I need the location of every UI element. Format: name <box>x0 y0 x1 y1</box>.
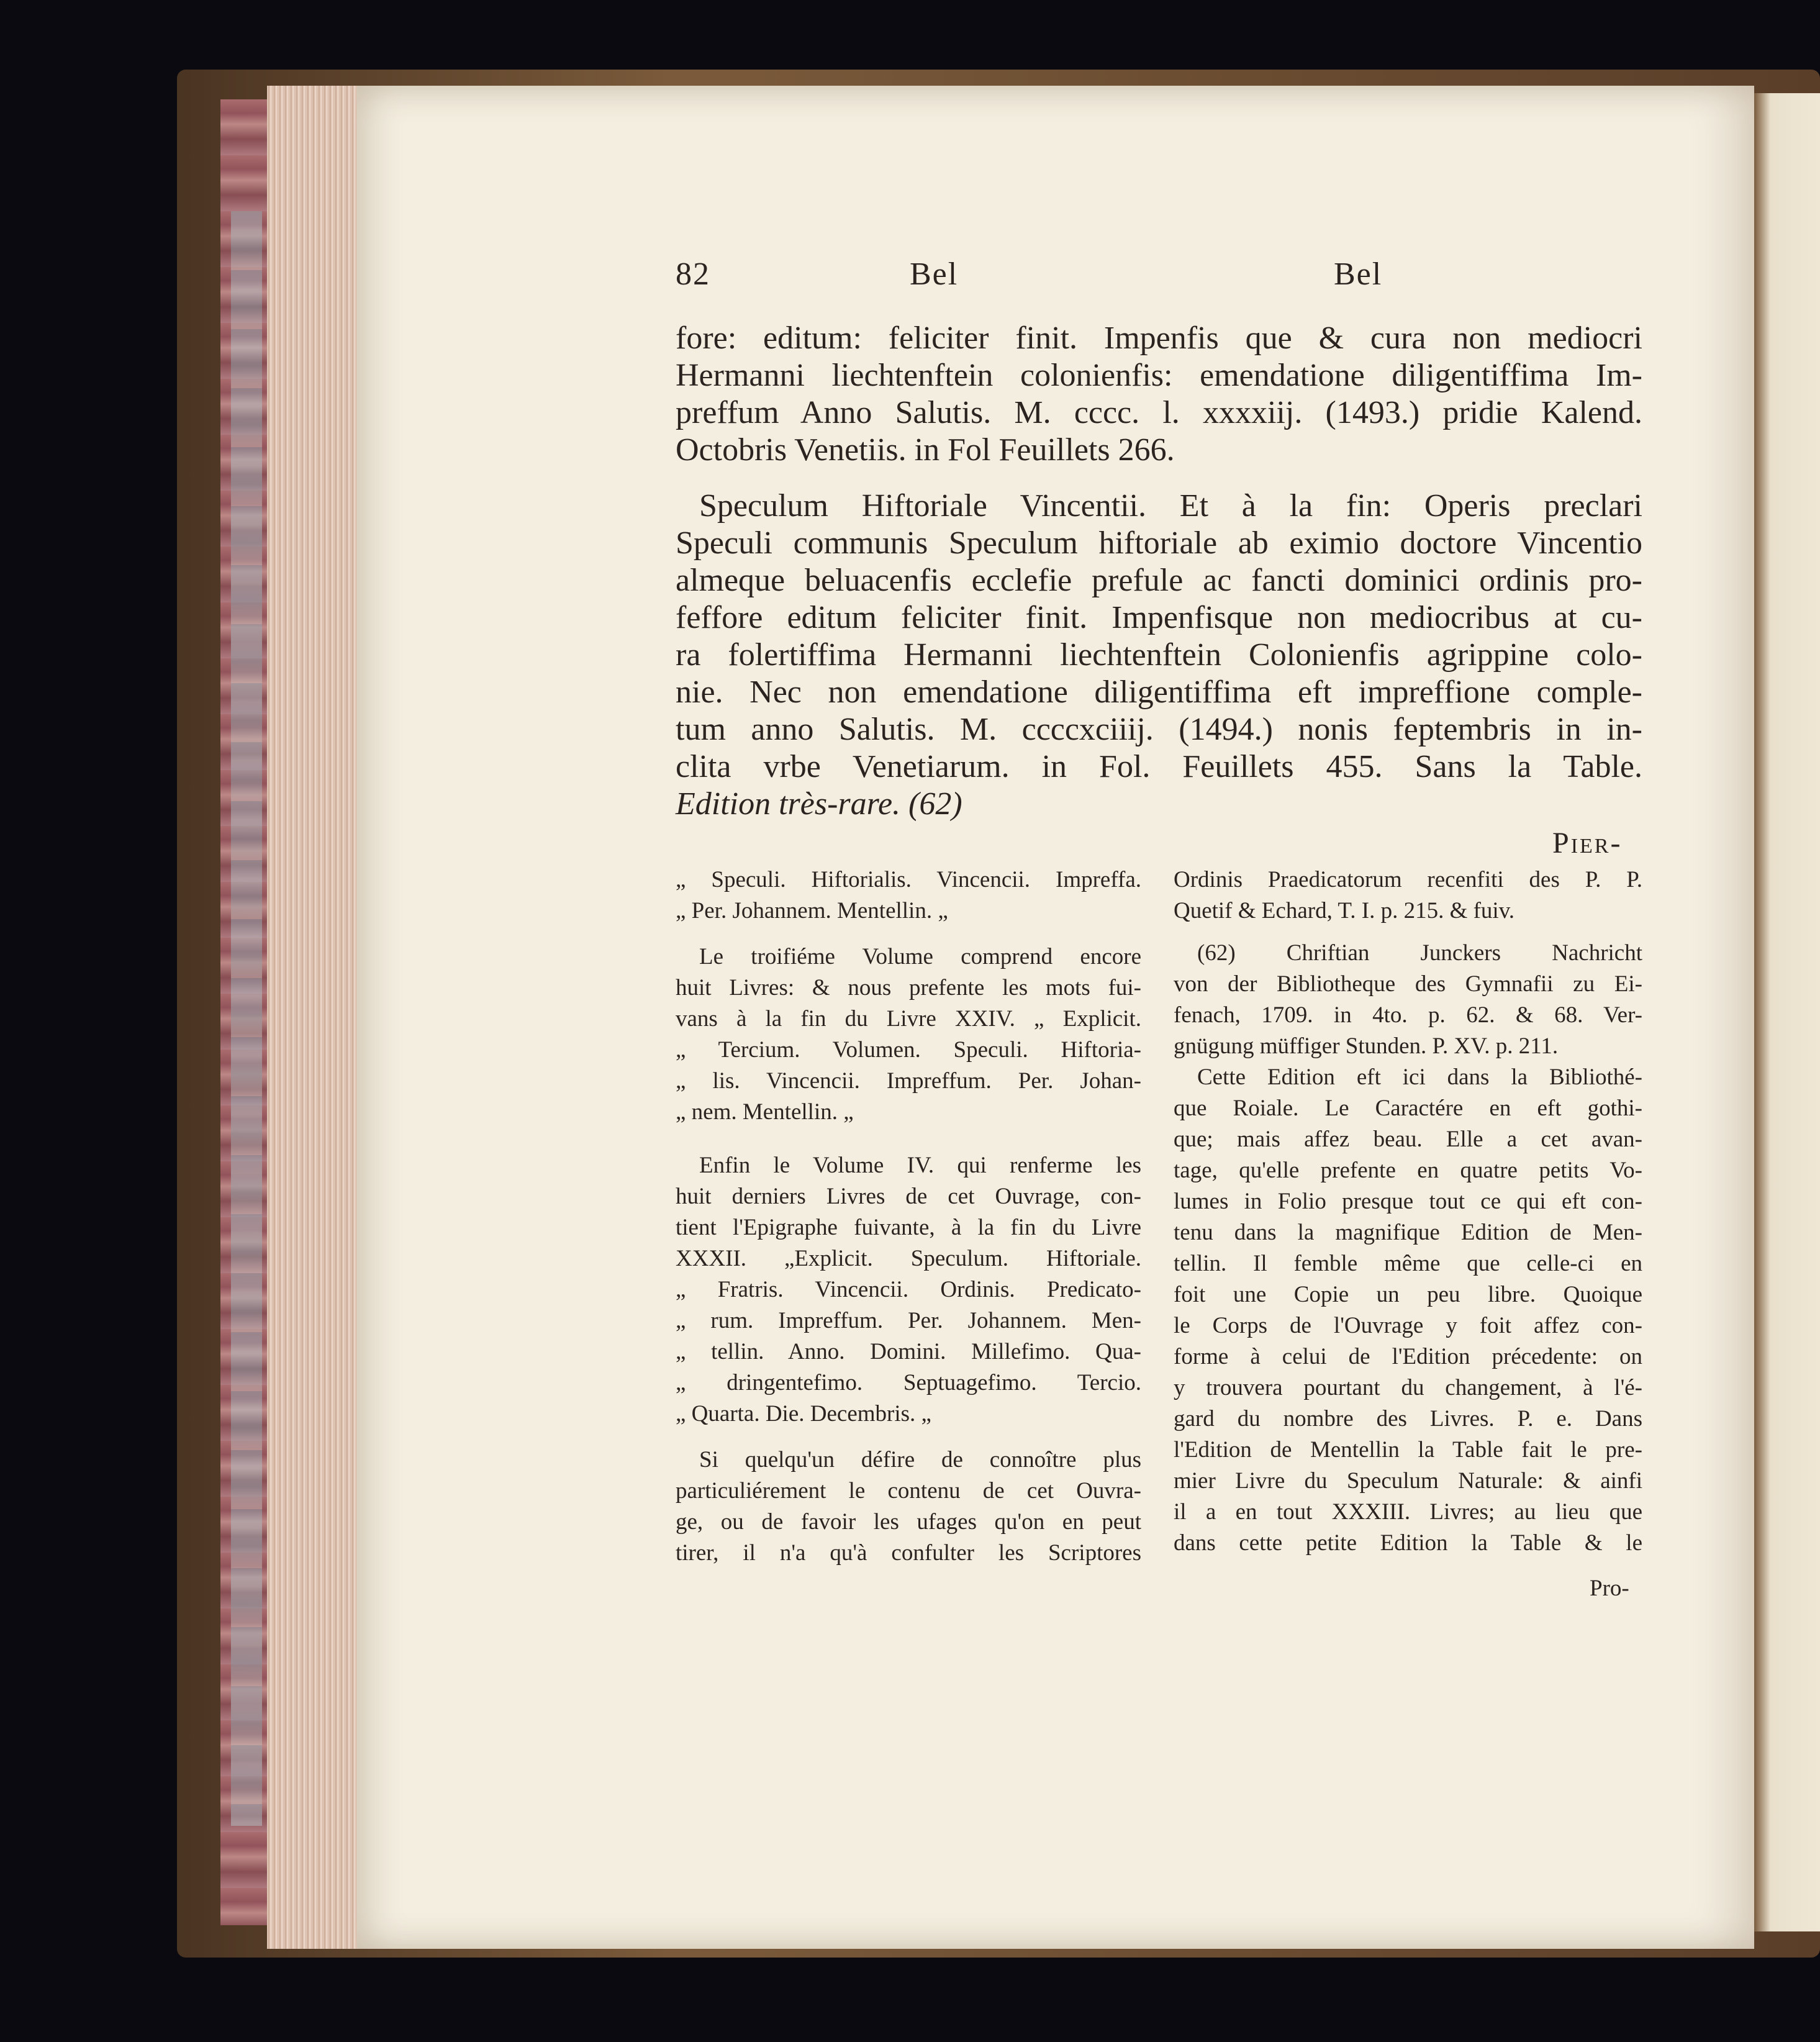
col-line: Ordinis Praedicatorum recenfiti des P. P. <box>1174 867 1642 892</box>
col-line: von der Bibliotheque des Gymnafii zu Ei- <box>1174 971 1642 997</box>
col-line: gnügung müffiger Stunden. P. XV. p. 211. <box>1174 1033 1559 1059</box>
col-line: tenu dans la magnifique Edition de Men- <box>1174 1220 1642 1245</box>
text-line: Hermanni liechtenftein colonienfis: emendatione diligentiffima Im- <box>676 358 1642 393</box>
col-line: „ Per. Johannem. Mentellin. „ <box>676 898 948 923</box>
col-line: huit Livres: & nous prefente les mots fui- <box>676 975 1141 1001</box>
col-line: y trouvera pourtant du changement, à l'é- <box>1174 1375 1642 1400</box>
right-column <box>1174 864 1642 1559</box>
col-line: tirer, il n'a qu'à confulter les Scriptores <box>676 1540 1141 1566</box>
text-line: clita vrbe Venetiarum. in Fol. Feuillets 455. Sans la Table. <box>676 749 1642 784</box>
page-edges-shade <box>231 211 262 1826</box>
col-line: Quetif & Echard, T. I. p. 215. & fuiv. <box>1174 898 1515 923</box>
text-line: tum anno Salutis. M. ccccxciiij. (1494.) nonis feptembris in in- <box>676 712 1642 747</box>
col-line: vans à la fin du Livre XXIV. „ Explicit. <box>676 1006 1141 1032</box>
col-line: lumes in Folio presque tout ce qui eft con- <box>1174 1189 1642 1214</box>
text-line: almeque beluacenfis ecclefie prefule ac fancti dominici ordinis pro- <box>676 563 1642 598</box>
col-line: dans cette petite Edition la Table & le <box>1174 1530 1642 1556</box>
col-line: „ rum. Impreffum. Per. Johannem. Men- <box>676 1308 1141 1333</box>
text-line: Edition très-rare. (62) <box>676 786 962 822</box>
col-line: que; mais affez beau. Elle a cet avan- <box>1174 1127 1642 1152</box>
text-line: feffore editum feliciter finit. Impenfisque non mediocribus at cu- <box>676 600 1642 635</box>
text-line: preffum Anno Salutis. M. cccc. l. xxxxiij. (1493.) pridie Kalend. <box>676 395 1642 430</box>
col-line: l'Edition de Mentellin la Table fait le pre- <box>1174 1437 1642 1463</box>
text-line: Speculum Hiftoriale Vincentii. Et à la fin: Operis preclari <box>699 488 1642 524</box>
col-line: tage, qu'elle prefente en quatre petits Vo- <box>1174 1158 1642 1183</box>
col-line: foit une Copie un peu libre. Quoique <box>1174 1282 1642 1307</box>
catchword-main: Pier- <box>1552 827 1623 860</box>
text-line: fore: editum: feliciter finit. Impenfis que & cura non mediocri <box>676 320 1642 356</box>
col-line: (62) Chriftian Junckers Nachricht <box>1197 940 1642 966</box>
col-line: ge, ou de favoir les ufages qu'on en peut <box>676 1509 1141 1535</box>
col-line: forme à celui de l'Edition précedente: on <box>1174 1344 1642 1369</box>
col-line: „ nem. Mentellin. „ <box>676 1099 854 1125</box>
col-line: tellin. Il femble même que celle-ci en <box>1174 1251 1642 1276</box>
col-line: „ Speculi. Hiftorialis. Vincencii. Impreffa. <box>676 867 1141 892</box>
col-line: „ lis. Vincencii. Impreffum. Per. Johan- <box>676 1068 1141 1094</box>
col-line: Enfin le Volume IV. qui renferme les <box>699 1153 1141 1178</box>
left-column <box>676 864 1141 1569</box>
main-text-block <box>676 320 1642 823</box>
col-line: Cette Edition eft ici dans la Bibliothé- <box>1197 1064 1642 1090</box>
col-line: „ Tercium. Volumen. Speculi. Hiftoria- <box>676 1037 1141 1063</box>
col-line: fenach, 1709. in 4to. p. 62. & 68. Ver- <box>1174 1002 1642 1028</box>
col-line: XXXII. „Explicit. Speculum. Hiftoriale. <box>676 1246 1141 1271</box>
page-number: 82 <box>676 256 710 292</box>
col-line: „ tellin. Anno. Domini. Millefimo. Qua- <box>676 1339 1141 1364</box>
col-line: particuliérement le contenu de cet Ouvra- <box>676 1478 1141 1504</box>
col-line: il a en tout XXXIII. Livres; au lieu que <box>1174 1499 1642 1525</box>
running-head-right: Bel <box>1334 256 1383 292</box>
text-line: Octobris Venetiis. in Fol Feuillets 266. <box>676 432 1175 468</box>
col-line: que Roiale. Le Caractére en eft gothi- <box>1174 1096 1642 1121</box>
col-line: „ Fratris. Vincencii. Ordinis. Predicato- <box>676 1277 1141 1302</box>
col-line: le Corps de l'Ouvrage y foit affez con- <box>1174 1313 1642 1338</box>
col-line: „ dringentefimo. Septuagefimo. Tercio. <box>676 1370 1141 1395</box>
col-line: Le troifiéme Volume comprend encore <box>699 944 1141 969</box>
col-line: „ Quarta. Die. Decembris. „ <box>676 1401 931 1427</box>
running-head-left: Bel <box>910 256 959 292</box>
catchword-right: Pro- <box>1590 1576 1629 1601</box>
text-line: Speculi communis Speculum hiftoriale ab eximio doctore Vincentio <box>676 525 1642 561</box>
facing-page-edge <box>1754 93 1820 1931</box>
col-line: tient l'Epigraphe fuivante, à la fin du Livre <box>676 1215 1141 1240</box>
page-stack <box>267 86 357 1949</box>
col-line: mier Livre du Speculum Naturale: & ainfi <box>1174 1468 1642 1494</box>
col-line: huit derniers Livres de cet Ouvrage, con- <box>676 1184 1141 1209</box>
text-line: nie. Nec non emendatione diligentiffima eft impreffione comple- <box>676 674 1642 710</box>
col-line: Si quelqu'un défire de connoître plus <box>699 1447 1141 1473</box>
text-line: ra folertiffima Hermanni liechtenftein Colonienfis agrippine colo- <box>676 637 1642 673</box>
col-line: gard du nombre des Livres. P. e. Dans <box>1174 1406 1642 1432</box>
